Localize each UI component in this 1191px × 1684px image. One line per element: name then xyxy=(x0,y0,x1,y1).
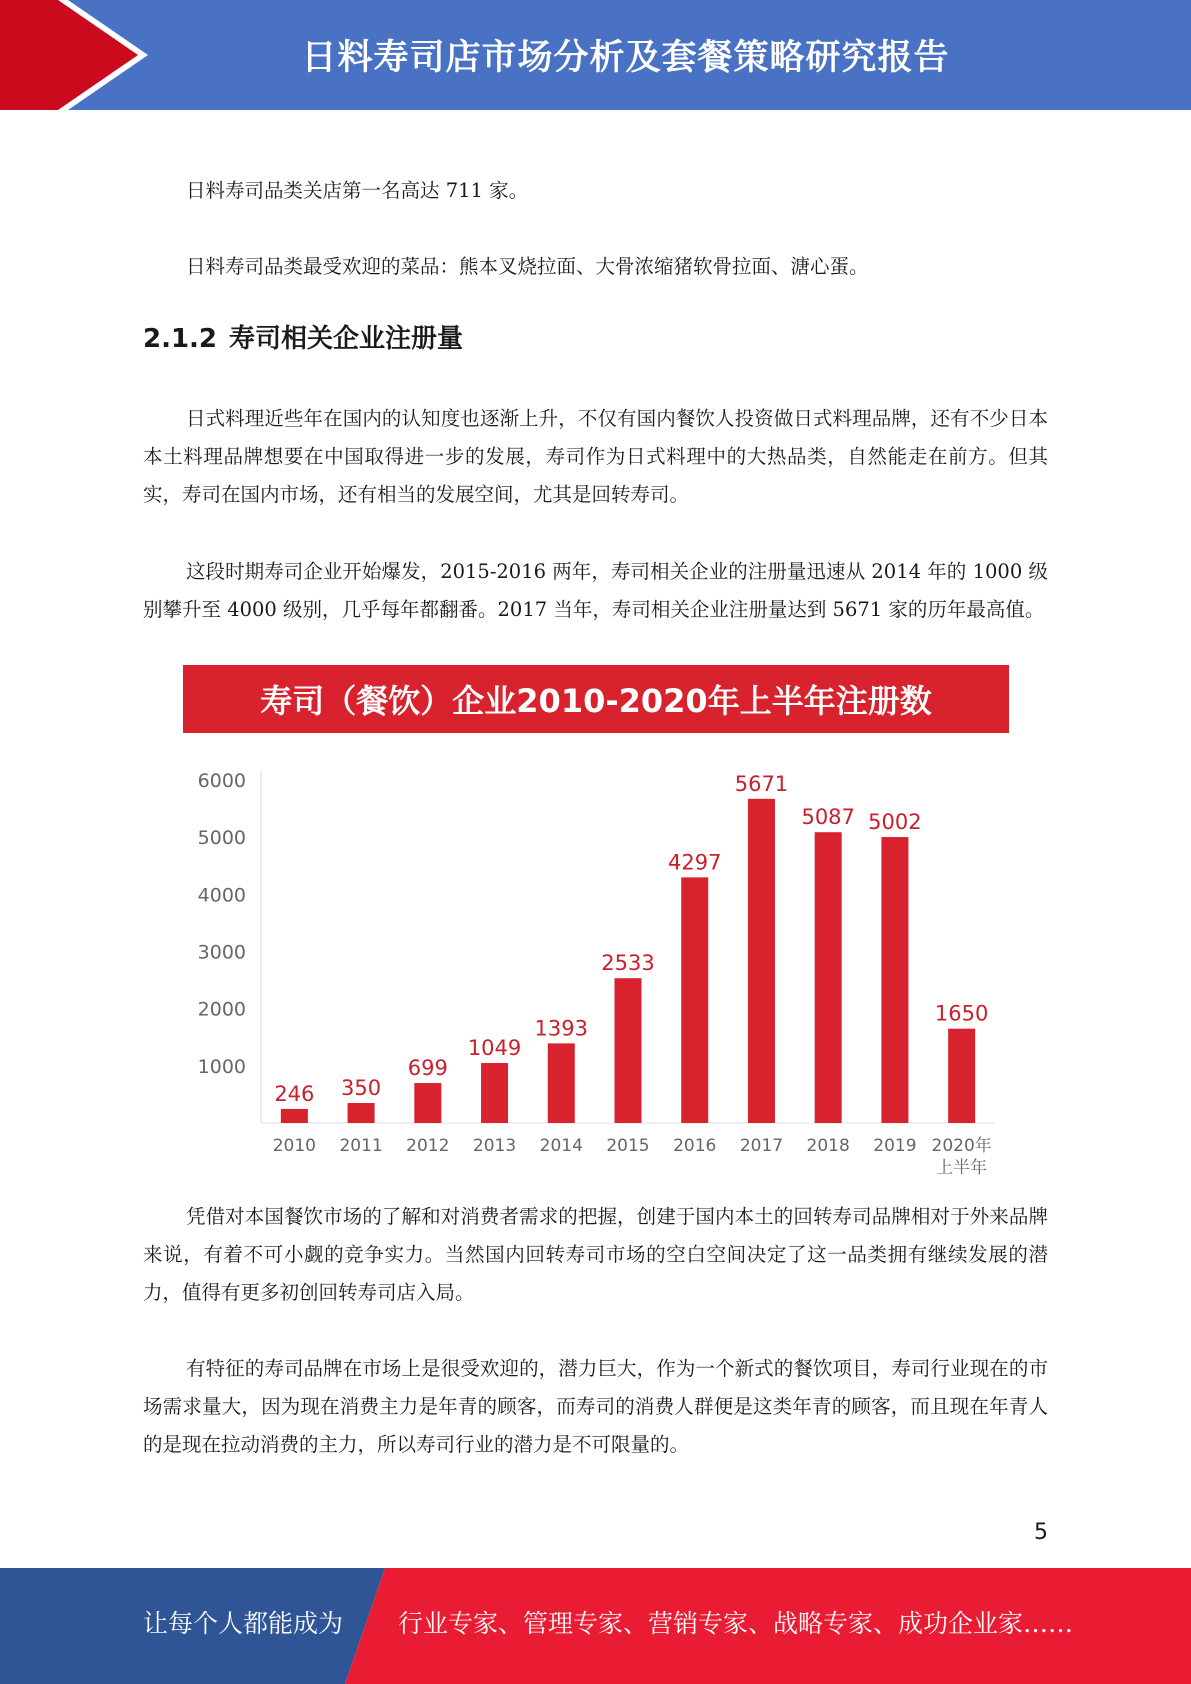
y-tick-label: 2000 xyxy=(197,998,246,1021)
footer-slogan-right: 行业专家、管理专家、营销专家、战略专家、成功企业家…… xyxy=(398,1609,1074,1638)
data-label: 1650 xyxy=(934,1001,989,1026)
data-label: 4297 xyxy=(668,850,722,875)
x-tick-label: 2011 xyxy=(339,1136,383,1156)
paragraph-domestic-brands: 凭借对本国餐饮市场的了解和对消费者需求的把握，创建于国内本土的回转寿司品牌相对于外来品牌来说，有着不可小觑的竞争实力。当然国内回转寿司市场的空白空间决定了这一品类拥有继续发展的潜力，值得有更多初创回转寿司店入局。 xyxy=(143,1205,1048,1304)
section-heading xyxy=(143,318,463,355)
bar xyxy=(481,1063,508,1123)
x-tick-label: 2017 xyxy=(739,1136,784,1156)
paragraph-potential: 有特征的寿司品牌在市场上是很受欢迎的，潜力巨大，作为一个新式的餐饮项目，寿司行业现在的市场需求量大，因为现在消费主力是年青的顾客，而寿司的消费人群便是这类年青的顾客，而且现在年青人的是现在拉动消费的主力，所以寿司行业的潜力是不可限量的。 xyxy=(143,1357,1048,1456)
header-banner xyxy=(0,0,1191,110)
paragraph-popular-dishes: 日料寿司品类最受欢迎的菜品：熊本叉烧拉面、大骨浓缩猪软骨拉面、溏心蛋。 xyxy=(186,255,869,278)
y-tick-label: 1000 xyxy=(197,1055,246,1078)
y-tick-label: 6000 xyxy=(197,770,246,792)
bar xyxy=(948,1029,975,1123)
x-tick-label: 2013 xyxy=(472,1136,517,1156)
data-label: 5671 xyxy=(734,771,789,796)
data-label: 2533 xyxy=(601,951,655,976)
x-tick-label: 2018 xyxy=(806,1136,850,1156)
chart-title: 寿司（餐饮）企业2010-2020年上半年注册数 xyxy=(183,665,1009,733)
registration-bar-chart xyxy=(183,665,1009,1185)
page-number: 5 xyxy=(1034,1520,1048,1545)
x-tick-label: 上半年 xyxy=(936,1158,988,1178)
bar xyxy=(414,1083,441,1123)
bar xyxy=(281,1109,308,1123)
report-title: 日料寿司店市场分析及套餐策略研究报告 xyxy=(301,38,950,78)
y-tick-label: 3000 xyxy=(197,941,246,964)
x-tick-label: 2019 xyxy=(873,1136,917,1156)
x-tick-label: 2010 xyxy=(272,1136,316,1156)
bar xyxy=(615,978,642,1123)
x-tick-label: 2020年 xyxy=(931,1136,992,1156)
bar xyxy=(548,1043,575,1123)
paragraph-closures: 日料寿司品类关店第一名高达 711 家。 xyxy=(186,179,529,202)
x-tick-label: 2016 xyxy=(673,1136,717,1156)
bar xyxy=(681,877,708,1123)
y-tick-label: 4000 xyxy=(197,884,246,907)
data-label: 1049 xyxy=(467,1036,522,1061)
data-label: 246 xyxy=(274,1081,315,1106)
paragraph-growth: 这段时期寿司企业开始爆发，2015-2016 两年，寿司相关企业的注册量迅速从 2014 年的 1000 级别攀升至 4000 级别，几乎每年都翻番。2017 当年，寿司相关企业注册量达到 5671 家的历年最高值。 xyxy=(143,560,1048,621)
bar xyxy=(815,832,842,1123)
y-tick-label: 5000 xyxy=(197,827,246,850)
data-label: 699 xyxy=(407,1056,448,1081)
section-number: 2.1.2 xyxy=(143,324,218,354)
bar xyxy=(348,1103,375,1123)
data-label: 5087 xyxy=(801,805,855,830)
paragraph-awareness: 日式料理近些年在国内的认知度也逐渐上升，不仅有国内餐饮人投资做日式料理品牌，还有不少日本本土料理品牌想要在中国取得进一步的发展，寿司作为日式料理中的大热品类，自然能走在前方。但其实，寿司在国内市场，还有相当的发展空间，尤其是回转寿司。 xyxy=(143,407,1048,506)
bar xyxy=(748,799,775,1123)
section-title: 寿司相关企业注册量 xyxy=(229,324,464,354)
x-tick-label: 2014 xyxy=(539,1136,583,1156)
data-label: 5002 xyxy=(868,810,922,835)
chart-plot xyxy=(183,665,1009,1185)
data-label: 350 xyxy=(341,1075,382,1100)
data-label: 1393 xyxy=(534,1016,588,1041)
footer-slogan-left: 让每个人都能成为 xyxy=(143,1609,344,1638)
x-tick-label: 2015 xyxy=(606,1136,650,1156)
bar xyxy=(881,837,908,1123)
x-tick-label: 2012 xyxy=(406,1136,450,1156)
